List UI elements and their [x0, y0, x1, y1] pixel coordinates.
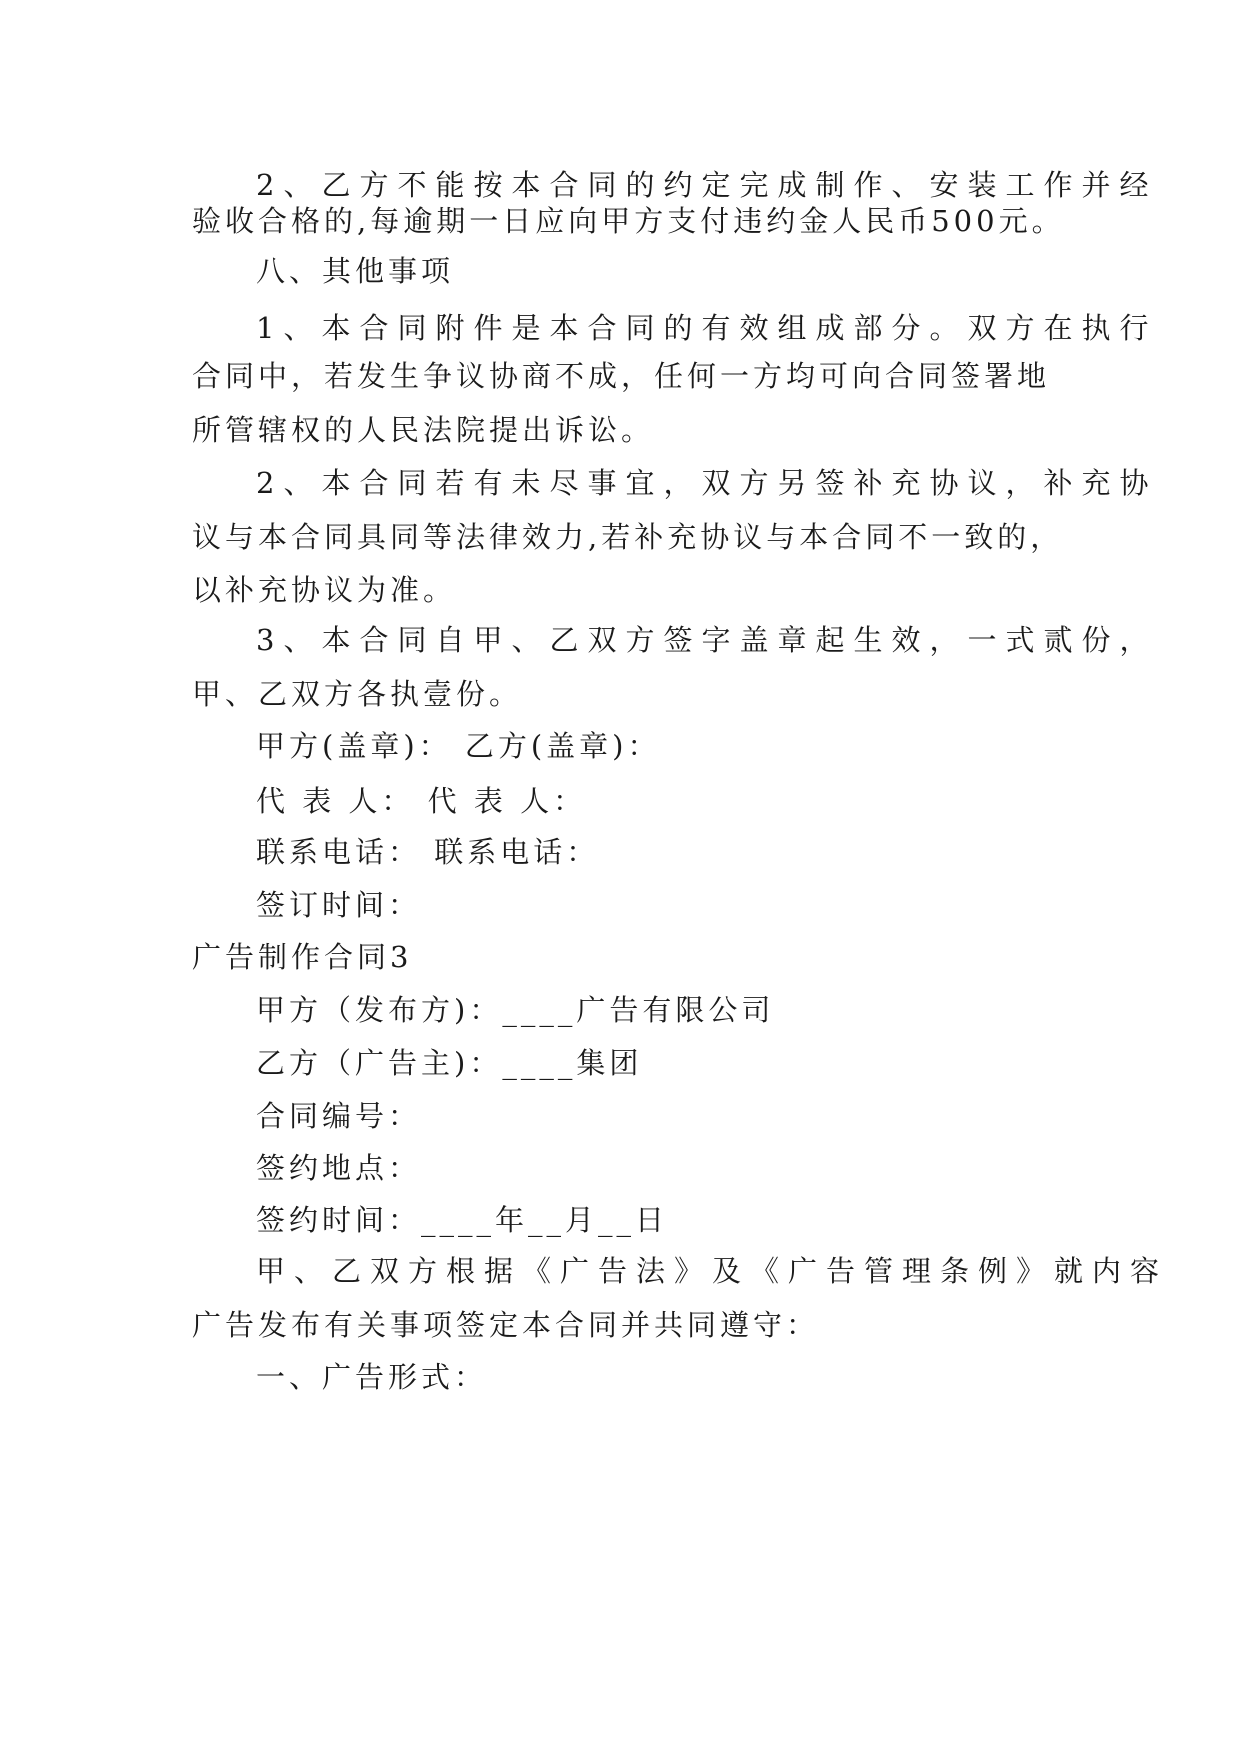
paragraph-line: 2、乙方不能按本合同的约定完成制作、安装工作并经: [256, 168, 1158, 202]
paragraph-line: 以补充协议为准。: [192, 573, 457, 607]
signing-time-line: 签订时间：: [256, 888, 422, 922]
paragraph-line: 1、本合同附件是本合同的有效组成部分。双方在执行: [256, 311, 1158, 345]
signing-date-line: 签约时间：____年__月__日: [256, 1203, 669, 1237]
paragraph-line: 2、本合同若有未尽事宜，双方另签补充协议，补充协: [256, 466, 1158, 500]
paragraph-line: 议与本合同具同等法律效力,若补充协议与本合同不一致的，: [192, 520, 1064, 554]
section-heading: 一、广告形式：: [256, 1360, 488, 1394]
contract-title: 广告制作合同3: [192, 940, 413, 974]
signature-party-line: 甲方(盖章)： 乙方(盖章)：: [256, 729, 661, 763]
paragraph-line: 甲、乙双方各执壹份。: [192, 677, 523, 711]
section-heading: 八、其他事项: [256, 254, 455, 288]
party-a-line: 甲方（发布方)：____广告有限公司: [256, 993, 775, 1027]
signing-place-line: 签约地点：: [256, 1151, 422, 1185]
paragraph-line: 合同中，若发生争议协商不成，任何一方均可向合同签署地: [192, 359, 1051, 393]
paragraph-line: 验收合格的,每逾期一日应向甲方支付违约金人民币500元。: [192, 204, 1065, 238]
party-b-line: 乙方（广告主)：____集团: [256, 1046, 643, 1080]
phone-line: 联系电话： 联系电话：: [256, 835, 600, 869]
paragraph-line: 3、本合同自甲、乙双方签字盖章起生效，一式贰份，: [256, 623, 1158, 657]
contract-number-line: 合同编号：: [256, 1099, 422, 1133]
representative-line: 代 表 人： 代 表 人：: [256, 784, 587, 818]
paragraph-line: 甲、乙双方根据《广告法》及《广告管理条例》就内容: [256, 1254, 1169, 1288]
paragraph-line: 所管辖权的人民法院提出诉讼。: [192, 413, 655, 447]
paragraph-line: 广告发布有关事项签定本合同并共同遵守：: [192, 1308, 820, 1342]
